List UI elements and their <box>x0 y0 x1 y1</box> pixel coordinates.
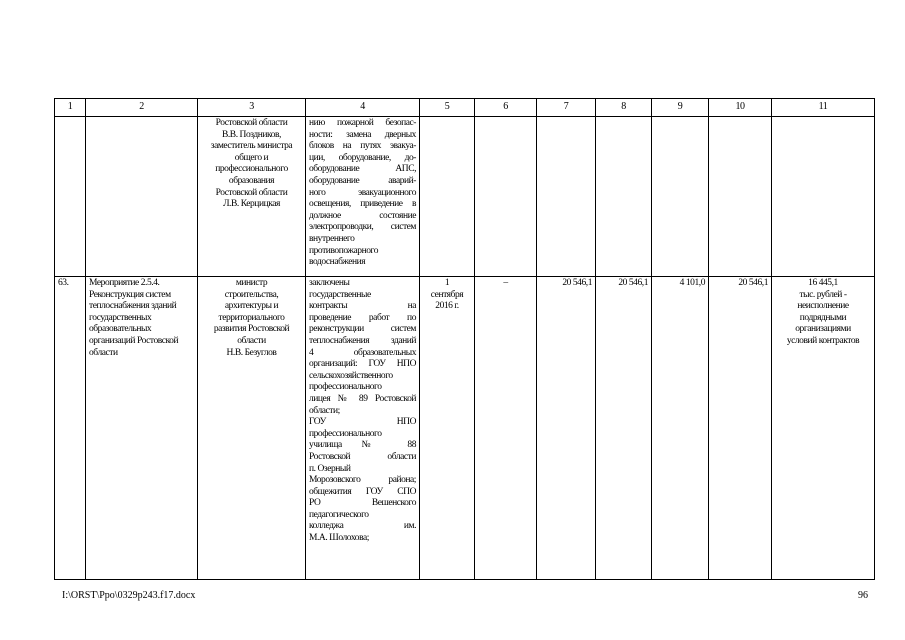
row1-col10-cell <box>709 117 772 277</box>
row1-col8-cell <box>596 117 652 277</box>
text-line: Реконструкция систем <box>89 289 171 300</box>
text-line: противопожарного <box>309 245 379 256</box>
row2-col7-cell: 20 546,1 <box>537 277 596 580</box>
text-line: образования <box>228 175 275 186</box>
text-line: организаций: ГОУ НПО <box>309 359 416 370</box>
row1-measure-cell <box>86 117 198 277</box>
text-line: области <box>89 347 118 358</box>
text-line: М.А. Шолохова; <box>309 533 369 544</box>
text-line: Ростовской области <box>309 451 416 462</box>
text-line: проведение работ по <box>309 312 416 323</box>
header-cell-9: 9 <box>652 99 709 117</box>
row2-col9-cell: 4 101,0 <box>652 277 709 580</box>
text-line: строительства, <box>224 289 279 300</box>
text-line: 4 образовательных <box>309 347 416 358</box>
text-line: водоснабжения <box>309 257 366 268</box>
text-line: подрядными <box>799 312 847 323</box>
row1-number-cell <box>55 117 86 277</box>
text-line: 1 <box>444 278 450 288</box>
row2-date-cell <box>420 277 475 580</box>
header-cell-6: 6 <box>475 99 537 117</box>
text-line: Л.В. Керцицкая <box>223 199 280 210</box>
text-line: оборудование АПС, <box>309 164 416 175</box>
row2-responsible-cell <box>198 277 306 580</box>
text-line: сельскохозяйственного <box>309 370 393 381</box>
text-line: условий контрактов <box>786 335 860 346</box>
row2-result-cell <box>306 277 420 580</box>
text-line: лицея № 89 Ростовской <box>309 393 416 404</box>
row2-col10-cell: 20 546,1 <box>709 277 772 580</box>
text-line: Ростовской области <box>215 118 288 128</box>
text-line: территориального <box>218 312 285 323</box>
header-cell-11: 11 <box>772 99 875 117</box>
text-line: теплоснабжения зданий <box>309 335 416 346</box>
text-line: блоков на путях эвакуа- <box>309 141 416 152</box>
text-line: архитектуры и <box>224 301 279 312</box>
header-row <box>55 99 875 117</box>
header-cell-4: 4 <box>306 99 420 117</box>
text-line: ГОУ НПО <box>309 417 416 428</box>
text-line: заключены <box>309 278 350 288</box>
text-line: государственных <box>89 312 152 323</box>
text-line: профессионального <box>309 428 382 439</box>
text-line: неисполнение <box>797 301 849 312</box>
row1-col6-cell <box>475 117 537 277</box>
text-line: оборудование аварий- <box>309 175 416 186</box>
text-line: ного эвакуационного <box>309 187 416 198</box>
header-cell-7: 7 <box>537 99 596 117</box>
row2-measure-cell <box>86 277 198 580</box>
footer-file-path: I:\ORST\Ppo\0329p243.f17.docx <box>62 590 196 601</box>
text-line: государственные <box>309 289 371 300</box>
text-line: образовательных <box>89 324 152 335</box>
text-line: электропроводки, систем <box>309 222 416 233</box>
text-line: общежития ГОУ СПО <box>309 486 416 497</box>
text-line: области; <box>309 405 340 416</box>
text-line: В.В. Поздников, <box>222 129 281 140</box>
text-line: внутреннего <box>309 233 355 244</box>
text-line: освещения, приведение в <box>309 199 416 210</box>
row1-col7-cell <box>537 117 596 277</box>
header-cell-1: 1 <box>55 99 86 117</box>
row1-responsible-cell <box>198 117 306 277</box>
table-row <box>55 277 875 580</box>
text-line: педагогического <box>309 509 369 520</box>
row2-col6-cell: – <box>475 277 537 580</box>
text-line: контракты на <box>309 301 416 312</box>
text-line: п. Озерный <box>309 463 351 474</box>
text-line: теплоснабжения зданий <box>89 301 177 312</box>
row2-col8-cell: 20 546,1 <box>596 277 652 580</box>
text-line: реконструкции систем <box>309 324 416 335</box>
text-line: области <box>237 335 266 346</box>
text-line: Мероприятие 2.5.4. <box>89 278 160 288</box>
text-line: ности: замена дверных <box>309 129 416 140</box>
header-cell-10: 10 <box>709 99 772 117</box>
text-line: 16 445,1 <box>808 278 838 288</box>
row1-col9-cell <box>652 117 709 277</box>
footer-page-number: 96 <box>858 590 868 601</box>
text-line: организациями <box>795 324 851 335</box>
header-cell-3: 3 <box>198 99 306 117</box>
report-table <box>54 98 875 580</box>
row2-col11-cell <box>772 277 875 580</box>
text-line: Морозовского района; <box>309 475 416 486</box>
header-cell-5: 5 <box>420 99 475 117</box>
row2-number-cell: 63. <box>55 277 86 580</box>
text-line: развития Ростовской <box>213 324 290 335</box>
text-line: заместитель министра <box>210 141 293 152</box>
text-line: профессионального <box>215 164 288 175</box>
text-line: 2016 г. <box>435 301 459 312</box>
text-line: РО Вешенского <box>309 498 416 509</box>
header-cell-2: 2 <box>86 99 198 117</box>
header-cell-8: 8 <box>596 99 652 117</box>
text-line: Ростовской области <box>215 187 288 198</box>
text-line: Н.В. Безуглов <box>226 347 277 358</box>
text-line: училища № 88 <box>309 440 416 451</box>
text-line: колледжа им. <box>309 521 416 532</box>
text-line: организаций Ростовской <box>89 335 179 346</box>
row1-col11-cell <box>772 117 875 277</box>
text-line: профессионального <box>309 382 382 393</box>
table-row <box>55 117 875 277</box>
text-line: ции, оборудование, до- <box>309 152 416 163</box>
text-line: тыс. рублей - <box>799 289 847 300</box>
text-line: министр <box>235 278 268 288</box>
text-line: должное состояние <box>309 210 416 221</box>
text-line: нию пожарной безопас- <box>309 118 416 128</box>
text-line: сентября <box>430 289 464 300</box>
row1-result-cell <box>306 117 420 277</box>
text-line: общего и <box>234 152 269 163</box>
row1-date-cell <box>420 117 475 277</box>
